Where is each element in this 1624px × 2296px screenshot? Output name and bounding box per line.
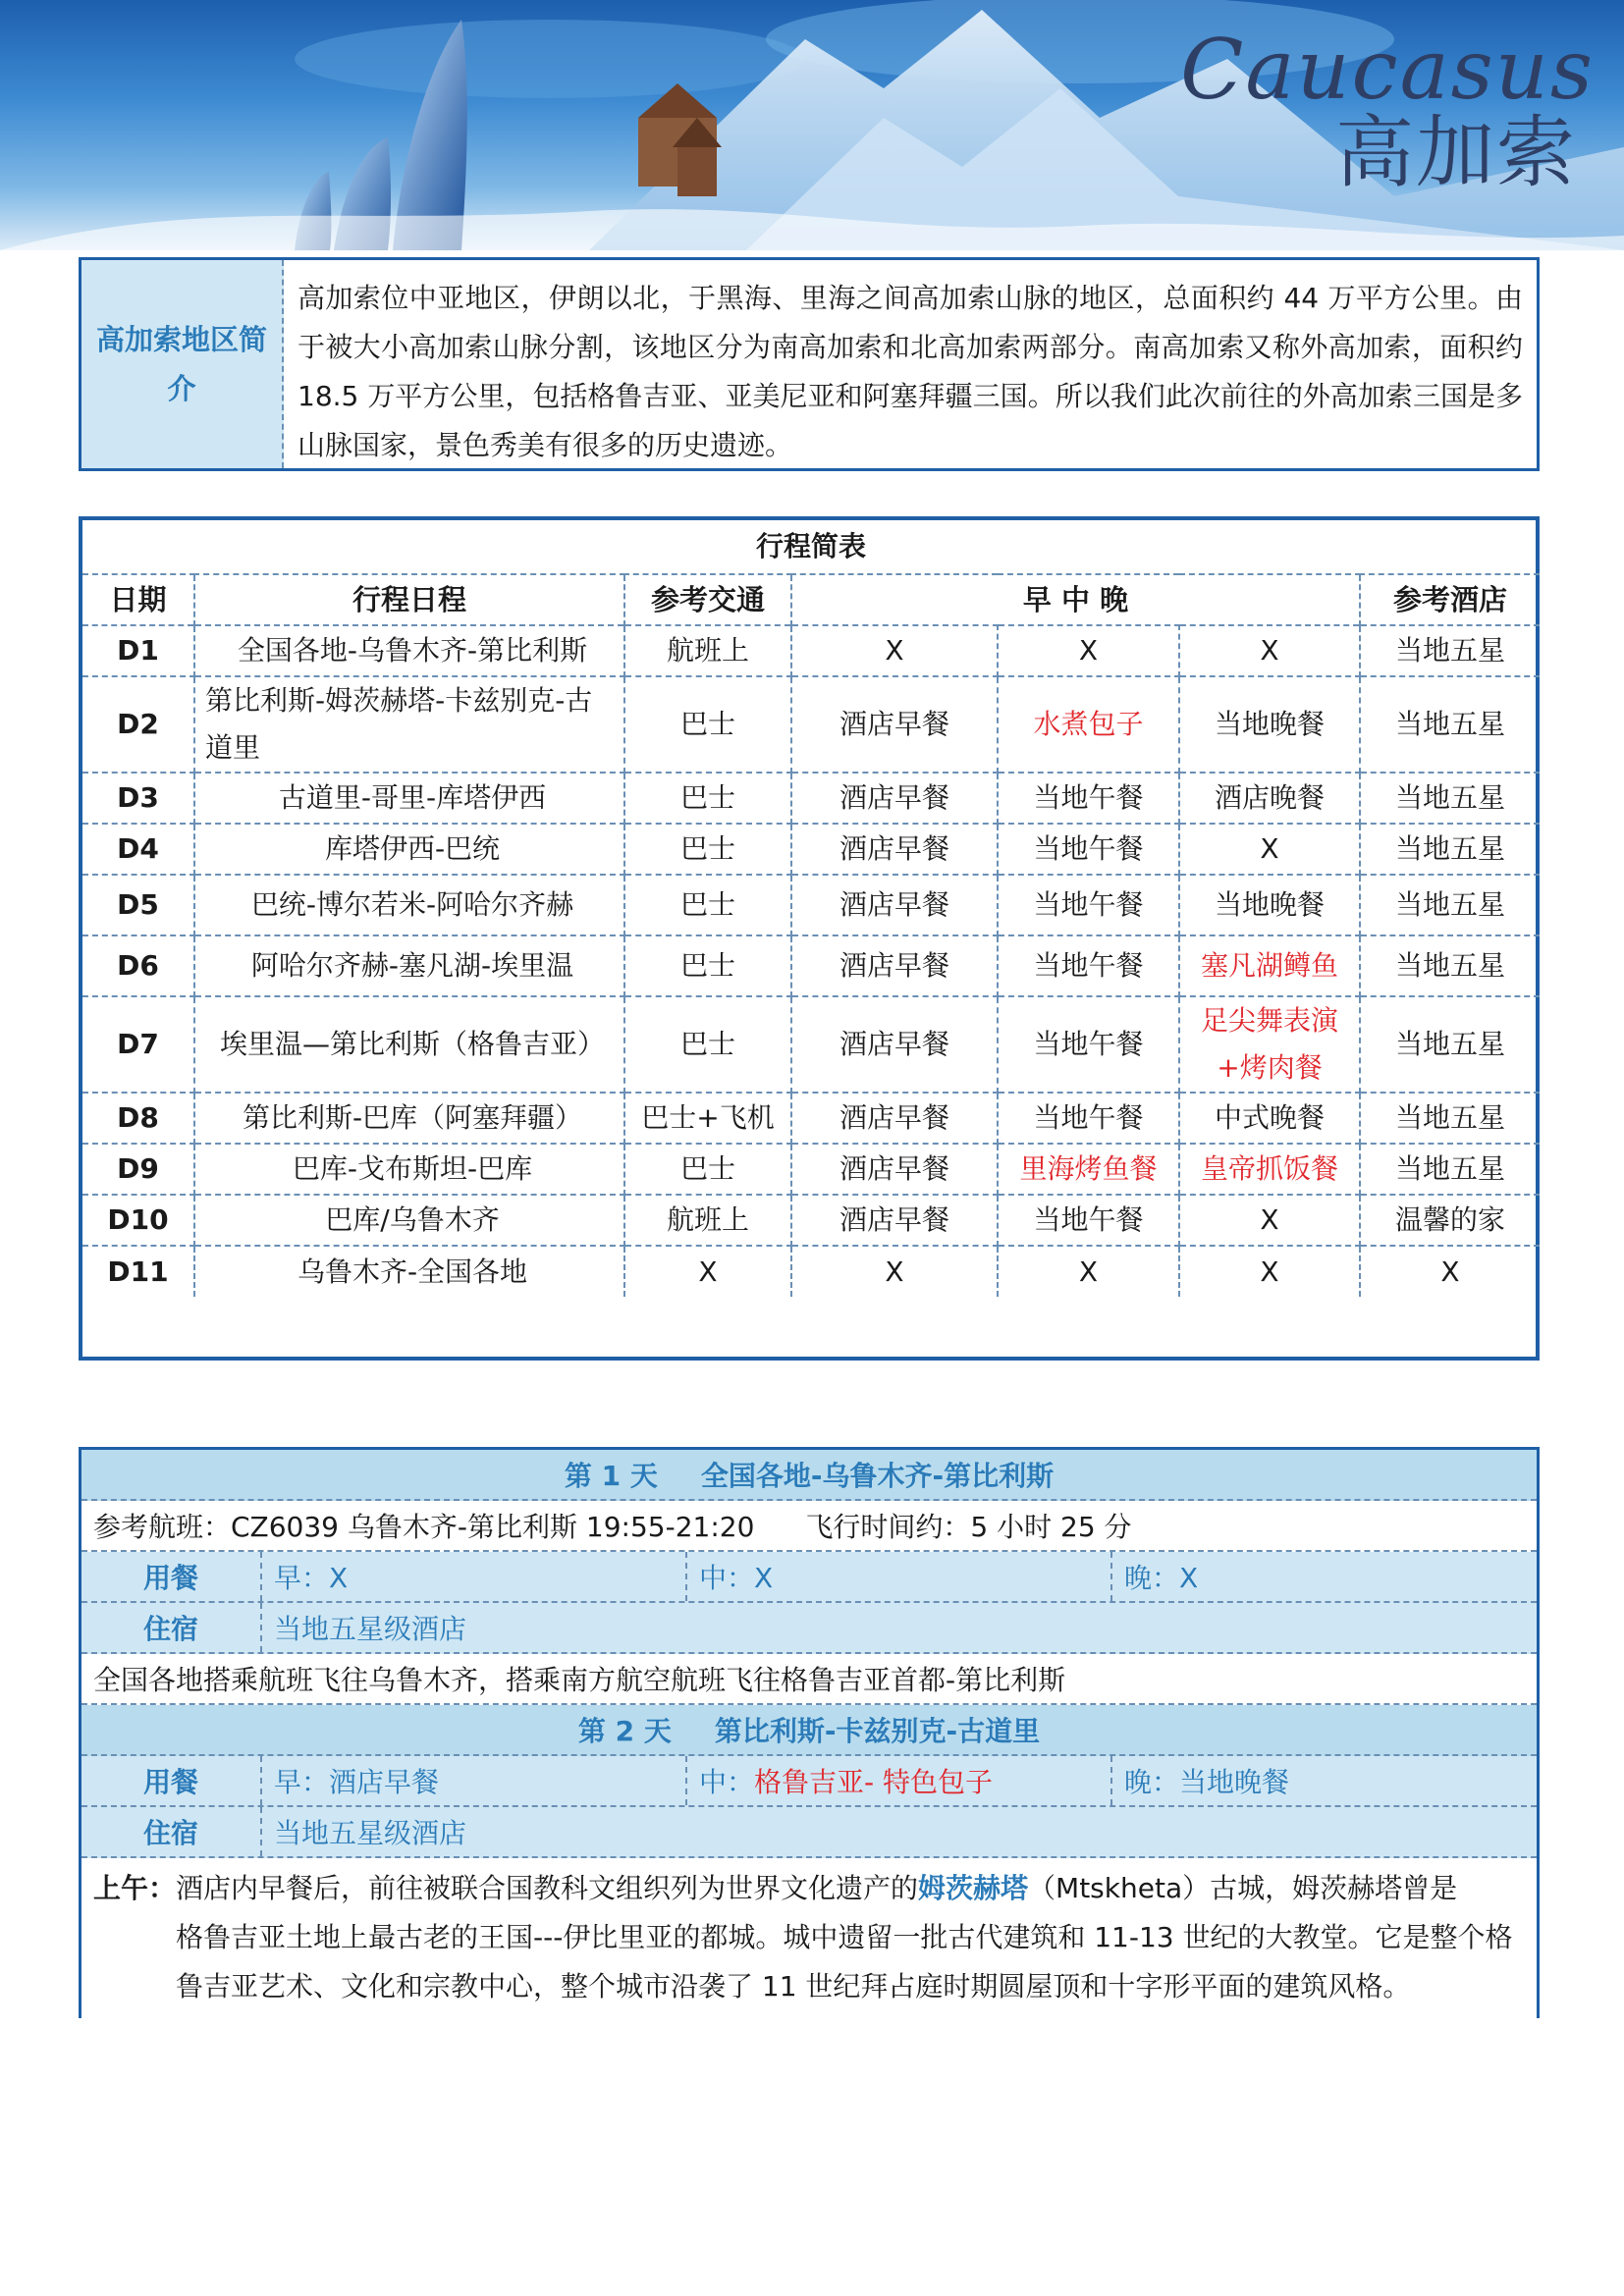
- row-breakfast: X: [791, 625, 998, 676]
- row-day: D9: [82, 1144, 194, 1195]
- table-header-row: [82, 574, 1540, 625]
- itinerary-row: [82, 875, 1540, 935]
- day2-breakfast: 早：酒店早餐: [262, 1756, 687, 1805]
- day2-morning-text3: 格鲁吉亚土地上最古老的王国---伊比里亚的都城。城中遗留一批古代建筑和 11-13 世纪的大教堂。它是整个格鲁吉亚艺术、文化和宗教中心，整个城市沿袭了 11 世纪拜占庭时期圆屋顶和十字形平面的建筑风格。: [176, 1921, 1513, 2002]
- header-transport: 参考交通: [624, 574, 791, 625]
- row-breakfast: 酒店早餐: [791, 875, 998, 935]
- row-dinner: X: [1179, 1246, 1360, 1297]
- day1-flight-row: [81, 1501, 1537, 1552]
- row-dinner: 中式晚餐: [1179, 1093, 1360, 1144]
- row-route: 古道里-哥里-库塔伊西: [194, 773, 624, 824]
- day2-morning-paragraph: [81, 1858, 1537, 2011]
- day1-meal-row: [81, 1552, 1537, 1603]
- row-route: 巴库/乌鲁木齐: [194, 1195, 624, 1246]
- row-transport: 巴士: [624, 996, 791, 1093]
- intro-text: 高加索位中亚地区，伊朗以北，于黑海、里海之间高加索山脉的地区，总面积约 44 万平方公里。由于被大小高加索山脉分割，该地区分为南高加索和北高加索两部分。南高加索又称外高加索，面积约 18.5 万平方公里，包括格鲁吉亚、亚美尼亚和阿塞拜疆三国。所以我们此次前往的外高加索三国是多山脉国家，景色秀美有很多的历史遗迹。: [298, 282, 1523, 461]
- row-lunch: 当地午餐: [998, 1093, 1179, 1144]
- row-lunch: 水煮包子: [998, 676, 1179, 773]
- row-hotel: 当地五星: [1360, 996, 1540, 1093]
- day1-dinner: 晚：X: [1124, 1562, 1199, 1594]
- day2-route: 第比利斯-卡兹别克-古道里: [714, 1715, 1041, 1747]
- day2-hotel-row: [81, 1807, 1537, 1858]
- day2-morning-label: 上午：: [93, 1872, 177, 1904]
- day2-lunch: 格鲁吉亚- 特色包子: [754, 1766, 994, 1798]
- day1-hotel-row: [81, 1603, 1537, 1654]
- row-breakfast: 酒店早餐: [791, 1195, 998, 1246]
- day1-breakfast: 早：X: [262, 1552, 687, 1601]
- row-day: D6: [82, 935, 194, 996]
- day2-morning-line1: [93, 1864, 1525, 1913]
- day1-lunch: 中：X: [687, 1552, 1112, 1601]
- banner-title-english: Caucasus: [1180, 22, 1595, 118]
- row-route: 第比利斯-巴库（阿塞拜疆）: [194, 1093, 624, 1144]
- row-transport: 巴士: [624, 875, 791, 935]
- itinerary-row: [82, 935, 1540, 996]
- header-hotel: 参考酒店: [1360, 574, 1540, 625]
- row-dinner: X: [1179, 1195, 1360, 1246]
- row-breakfast: 酒店早餐: [791, 1093, 998, 1144]
- header-banner: [0, 0, 1624, 250]
- day1-flight-time: 飞行时间约：5 小时 25 分: [805, 1511, 1132, 1543]
- row-day: D5: [82, 875, 194, 935]
- intro-label: 高加索地区简介: [81, 260, 284, 468]
- row-day: D2: [82, 676, 194, 773]
- row-dinner: 当地晚餐: [1179, 875, 1360, 935]
- row-route: 库塔伊西-巴统: [194, 824, 624, 875]
- row-transport: 巴士: [624, 824, 791, 875]
- row-route: 全国各地-乌鲁木齐-第比利斯: [194, 625, 624, 676]
- row-lunch: 里海烤鱼餐: [998, 1144, 1179, 1195]
- header-day: 日期: [82, 574, 194, 625]
- row-hotel: 温馨的家: [1360, 1195, 1540, 1246]
- itinerary-row: [82, 1195, 1540, 1246]
- row-dinner: 皇帝抓饭餐: [1179, 1144, 1360, 1195]
- row-hotel: 当地五星: [1360, 875, 1540, 935]
- row-dinner: 足尖舞表演+烤肉餐: [1179, 996, 1360, 1093]
- row-transport: 航班上: [624, 1195, 791, 1246]
- day-detail-section: [79, 1447, 1540, 2018]
- day2-morning-highlight: 姆茨赫塔: [918, 1872, 1029, 1904]
- row-breakfast: X: [791, 1246, 998, 1297]
- row-lunch: X: [998, 625, 1179, 676]
- itinerary-row: [82, 773, 1540, 824]
- itinerary-row: [82, 824, 1540, 875]
- row-day: D7: [82, 996, 194, 1093]
- row-route: 乌鲁木齐-全国各地: [194, 1246, 624, 1297]
- row-dinner: X: [1179, 824, 1360, 875]
- day2-lunch-cell: [687, 1756, 1112, 1805]
- row-dinner: 当地晚餐: [1179, 676, 1360, 773]
- row-lunch: 当地午餐: [998, 996, 1179, 1093]
- row-transport: 巴士: [624, 773, 791, 824]
- row-dinner: 酒店晚餐: [1179, 773, 1360, 824]
- day2-meal-label: 用餐: [81, 1756, 262, 1805]
- itinerary-row: [82, 1093, 1540, 1144]
- header-meals: 早 中 晚: [791, 574, 1360, 625]
- itinerary-row: [82, 625, 1540, 676]
- banner-title-chinese: 高加索: [1335, 107, 1577, 198]
- row-hotel: X: [1360, 1246, 1540, 1297]
- row-transport: 巴士: [624, 1144, 791, 1195]
- itinerary-summary-table: [79, 516, 1540, 1361]
- row-hotel: 当地五星: [1360, 1093, 1540, 1144]
- row-lunch: X: [998, 1246, 1179, 1297]
- table-caption: 行程简表: [82, 520, 1540, 574]
- day2-morning-text1: 酒店内早餐后，前往被联合国教科文组织列为世界文化遗产的: [176, 1872, 919, 1904]
- row-lunch: 当地午餐: [998, 824, 1179, 875]
- day2-lunch-prefix: 中：: [699, 1766, 755, 1798]
- day2-dinner: 晚：当地晚餐: [1124, 1766, 1290, 1798]
- day1-hotel-label: 住宿: [81, 1603, 262, 1652]
- day2-meal-row: [81, 1756, 1537, 1807]
- row-breakfast: 酒店早餐: [791, 773, 998, 824]
- day2-label: 第 2 天: [577, 1715, 672, 1747]
- row-breakfast: 酒店早餐: [791, 824, 998, 875]
- day2-title: [81, 1705, 1537, 1756]
- row-breakfast: 酒店早餐: [791, 996, 998, 1093]
- banner-title: [1180, 22, 1595, 198]
- day1-description-text: 全国各地搭乘航班飞往乌鲁木齐，搭乘南方航空航班飞往格鲁吉亚首都-第比利斯: [93, 1664, 1066, 1696]
- day1-flight: 参考航班：CZ6039 乌鲁木齐-第比利斯 19:55-21:20: [93, 1511, 755, 1543]
- row-day: D10: [82, 1195, 194, 1246]
- itinerary-row: [82, 996, 1540, 1093]
- row-breakfast: 酒店早餐: [791, 1144, 998, 1195]
- row-hotel: 当地五星: [1360, 676, 1540, 773]
- row-route: 第比利斯-姆茨赫塔-卡兹别克-古道里: [194, 676, 624, 773]
- row-dinner: 塞凡湖鳟鱼: [1179, 935, 1360, 996]
- row-transport: 巴士: [624, 676, 791, 773]
- row-transport: X: [624, 1246, 791, 1297]
- row-day: D4: [82, 824, 194, 875]
- day1-title: [81, 1450, 1537, 1501]
- row-hotel: 当地五星: [1360, 625, 1540, 676]
- day1-label: 第 1 天: [564, 1460, 658, 1492]
- row-lunch: 当地午餐: [998, 875, 1179, 935]
- row-day: D11: [82, 1246, 194, 1297]
- day1-meal-label: 用餐: [81, 1552, 262, 1601]
- row-breakfast: 酒店早餐: [791, 935, 998, 996]
- row-hotel: 当地五星: [1360, 773, 1540, 824]
- day2-hotel-label: 住宿: [81, 1807, 262, 1856]
- row-hotel: 当地五星: [1360, 935, 1540, 996]
- row-lunch: 当地午餐: [998, 935, 1179, 996]
- region-intro-box: [79, 257, 1540, 471]
- row-route: 阿哈尔齐赫-塞凡湖-埃里温: [194, 935, 624, 996]
- row-breakfast: 酒店早餐: [791, 676, 998, 773]
- row-transport: 航班上: [624, 625, 791, 676]
- day2-morning-text2: （Mtskheta）古城，姆茨赫塔曾是: [1028, 1872, 1458, 1904]
- row-transport: 巴士: [624, 935, 791, 996]
- itinerary-row: [82, 1246, 1540, 1297]
- itinerary-row: [82, 676, 1540, 773]
- row-hotel: 当地五星: [1360, 1144, 1540, 1195]
- row-route: 巴库-戈布斯坦-巴库: [194, 1144, 624, 1195]
- day2-hotel: 当地五星级酒店: [274, 1817, 467, 1849]
- day1-route: 全国各地-乌鲁木齐-第比利斯: [700, 1460, 1055, 1492]
- row-day: D1: [82, 625, 194, 676]
- itinerary-row: [82, 1144, 1540, 1195]
- day1-description: [81, 1654, 1537, 1705]
- row-day: D8: [82, 1093, 194, 1144]
- row-lunch: 当地午餐: [998, 773, 1179, 824]
- row-day: D3: [82, 773, 194, 824]
- row-lunch: 当地午餐: [998, 1195, 1179, 1246]
- row-route: 巴统-博尔若米-阿哈尔齐赫: [194, 875, 624, 935]
- row-dinner: X: [1179, 625, 1360, 676]
- row-route: 埃里温—第比利斯（格鲁吉亚）: [194, 996, 624, 1093]
- day1-hotel: 当地五星级酒店: [274, 1613, 467, 1645]
- header-route: 行程日程: [194, 574, 624, 625]
- row-hotel: 当地五星: [1360, 824, 1540, 875]
- row-transport: 巴士+飞机: [624, 1093, 791, 1144]
